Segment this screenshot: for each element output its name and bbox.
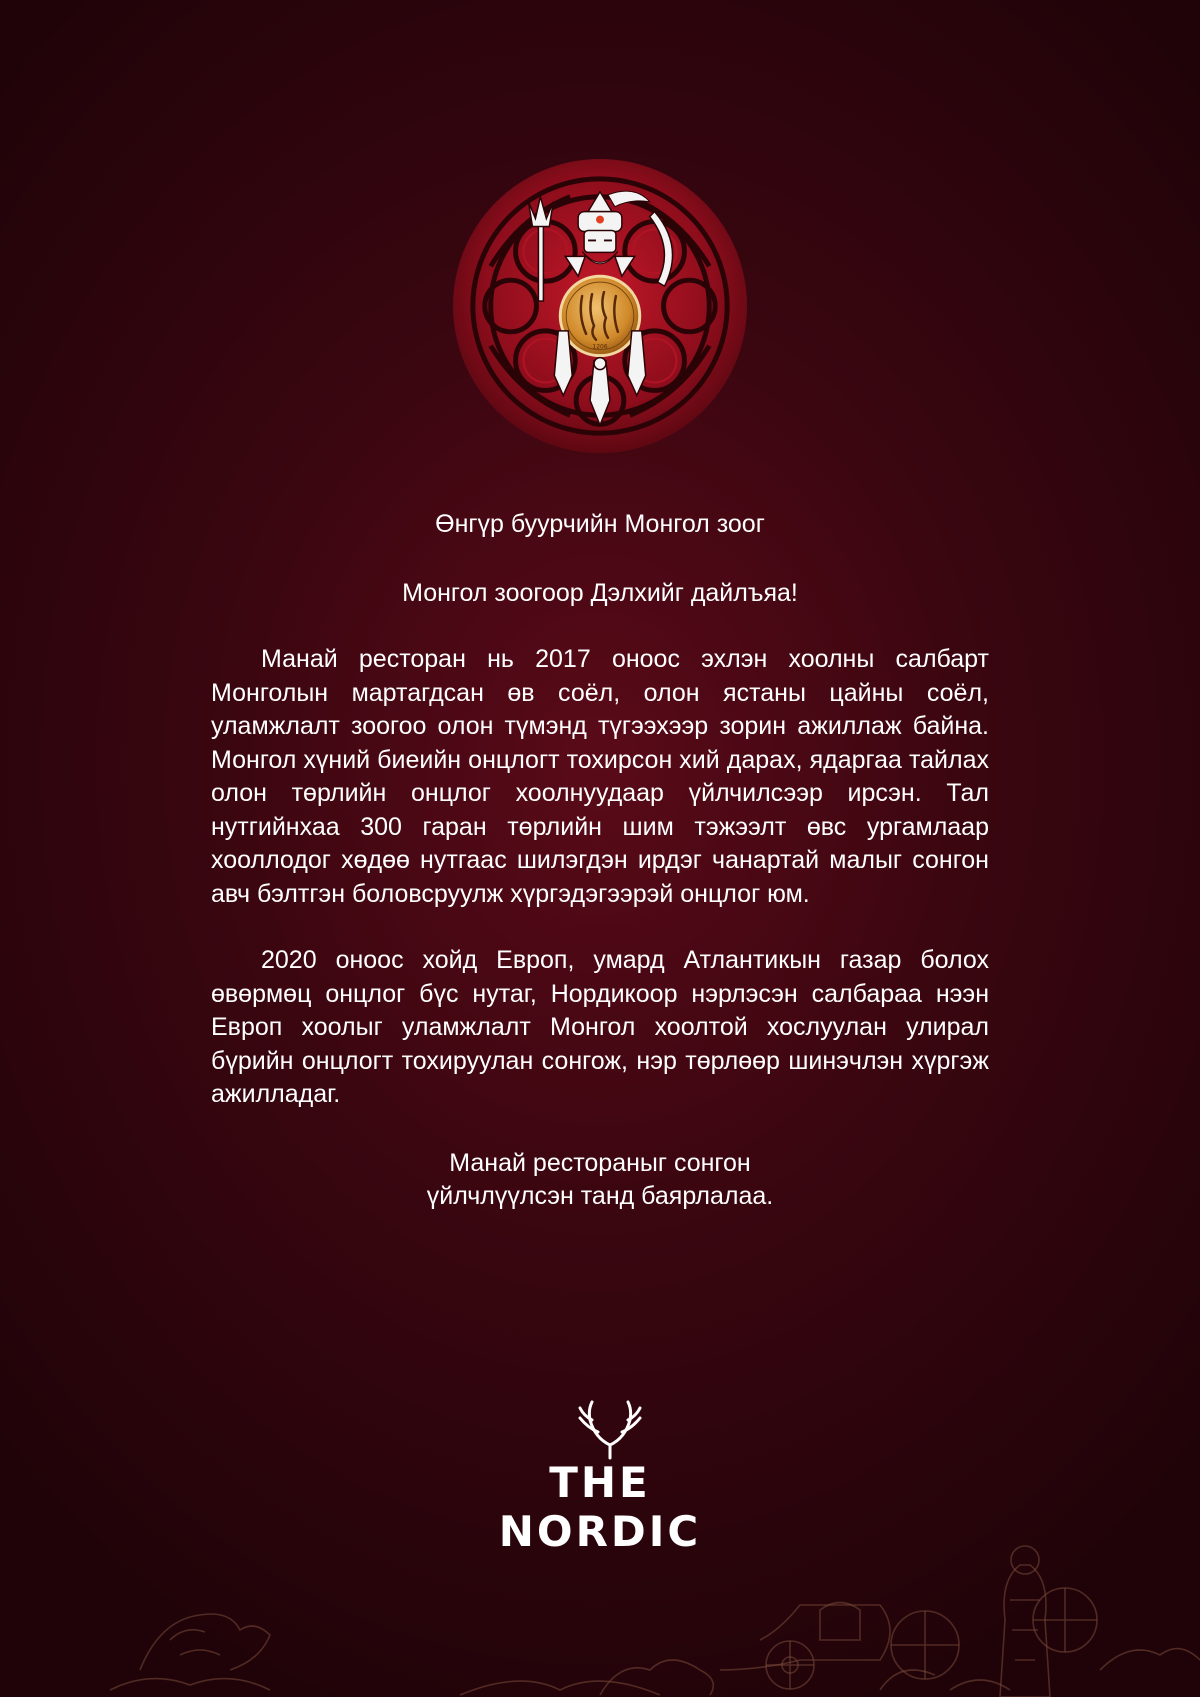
emblem-logo [451,157,749,455]
intro-text [211,508,989,1214]
thanks-line-1: Манай рестораныг сонгон [449,1148,751,1177]
slogan: Монгол зоогоор Дэлхийг дайлъяа! [402,578,798,607]
paragraph-nordic: 2020 оноос хойд Европ, умард Атлантикын газар болох өвөрмөц онцлог бүс нутаг, Нордикоор нэрлэсэн салбараа нээн Европ хоолыг уламжлалт Монгол хоолтой хослуулан улирал бүрийн онцлогт тохируулан сонгож, нэр төрлөөр шинэчлэн хүргэж ажилладаг. [211,946,989,1108]
paragraph-history: Манай ресторан нь 2017 оноос эхлэн хоолны салбарт Монголын мартагдсан өв соёл, олон ястаны цайны соёл, уламжлалт зоогоо олон түмэнд түгээхээр зорин ажиллаж байна. Монгол хүний биеийн онцлогт тохирсон хий дарах, ядаргаа тайлах олон төрлийн онцлог хоолнуудаар үйлчилсээр ирсэн. Тал нутгийнхаа 300 гаран төрлийн шим тэжээлт өвс ургамлаар хооллодог хөдөө нутгаас шилэгдэн ирдэг чанартай малыг сонгон авч бэлтгэн боловсруулж хүргэдэгээрэй онцлог юм. [211,645,989,908]
brand-logo [440,1400,760,1556]
thank-you [211,1147,989,1214]
brand-name: THE NORDIC [498,1458,702,1556]
thanks-line-2: үйлчлүүлсэн танд баярлалаа. [426,1182,774,1210]
page-title: Өнгүр буурчийн Монгол зоог [435,510,765,538]
antlers-icon [570,1400,650,1460]
emblem-year: 1206 [592,343,608,351]
